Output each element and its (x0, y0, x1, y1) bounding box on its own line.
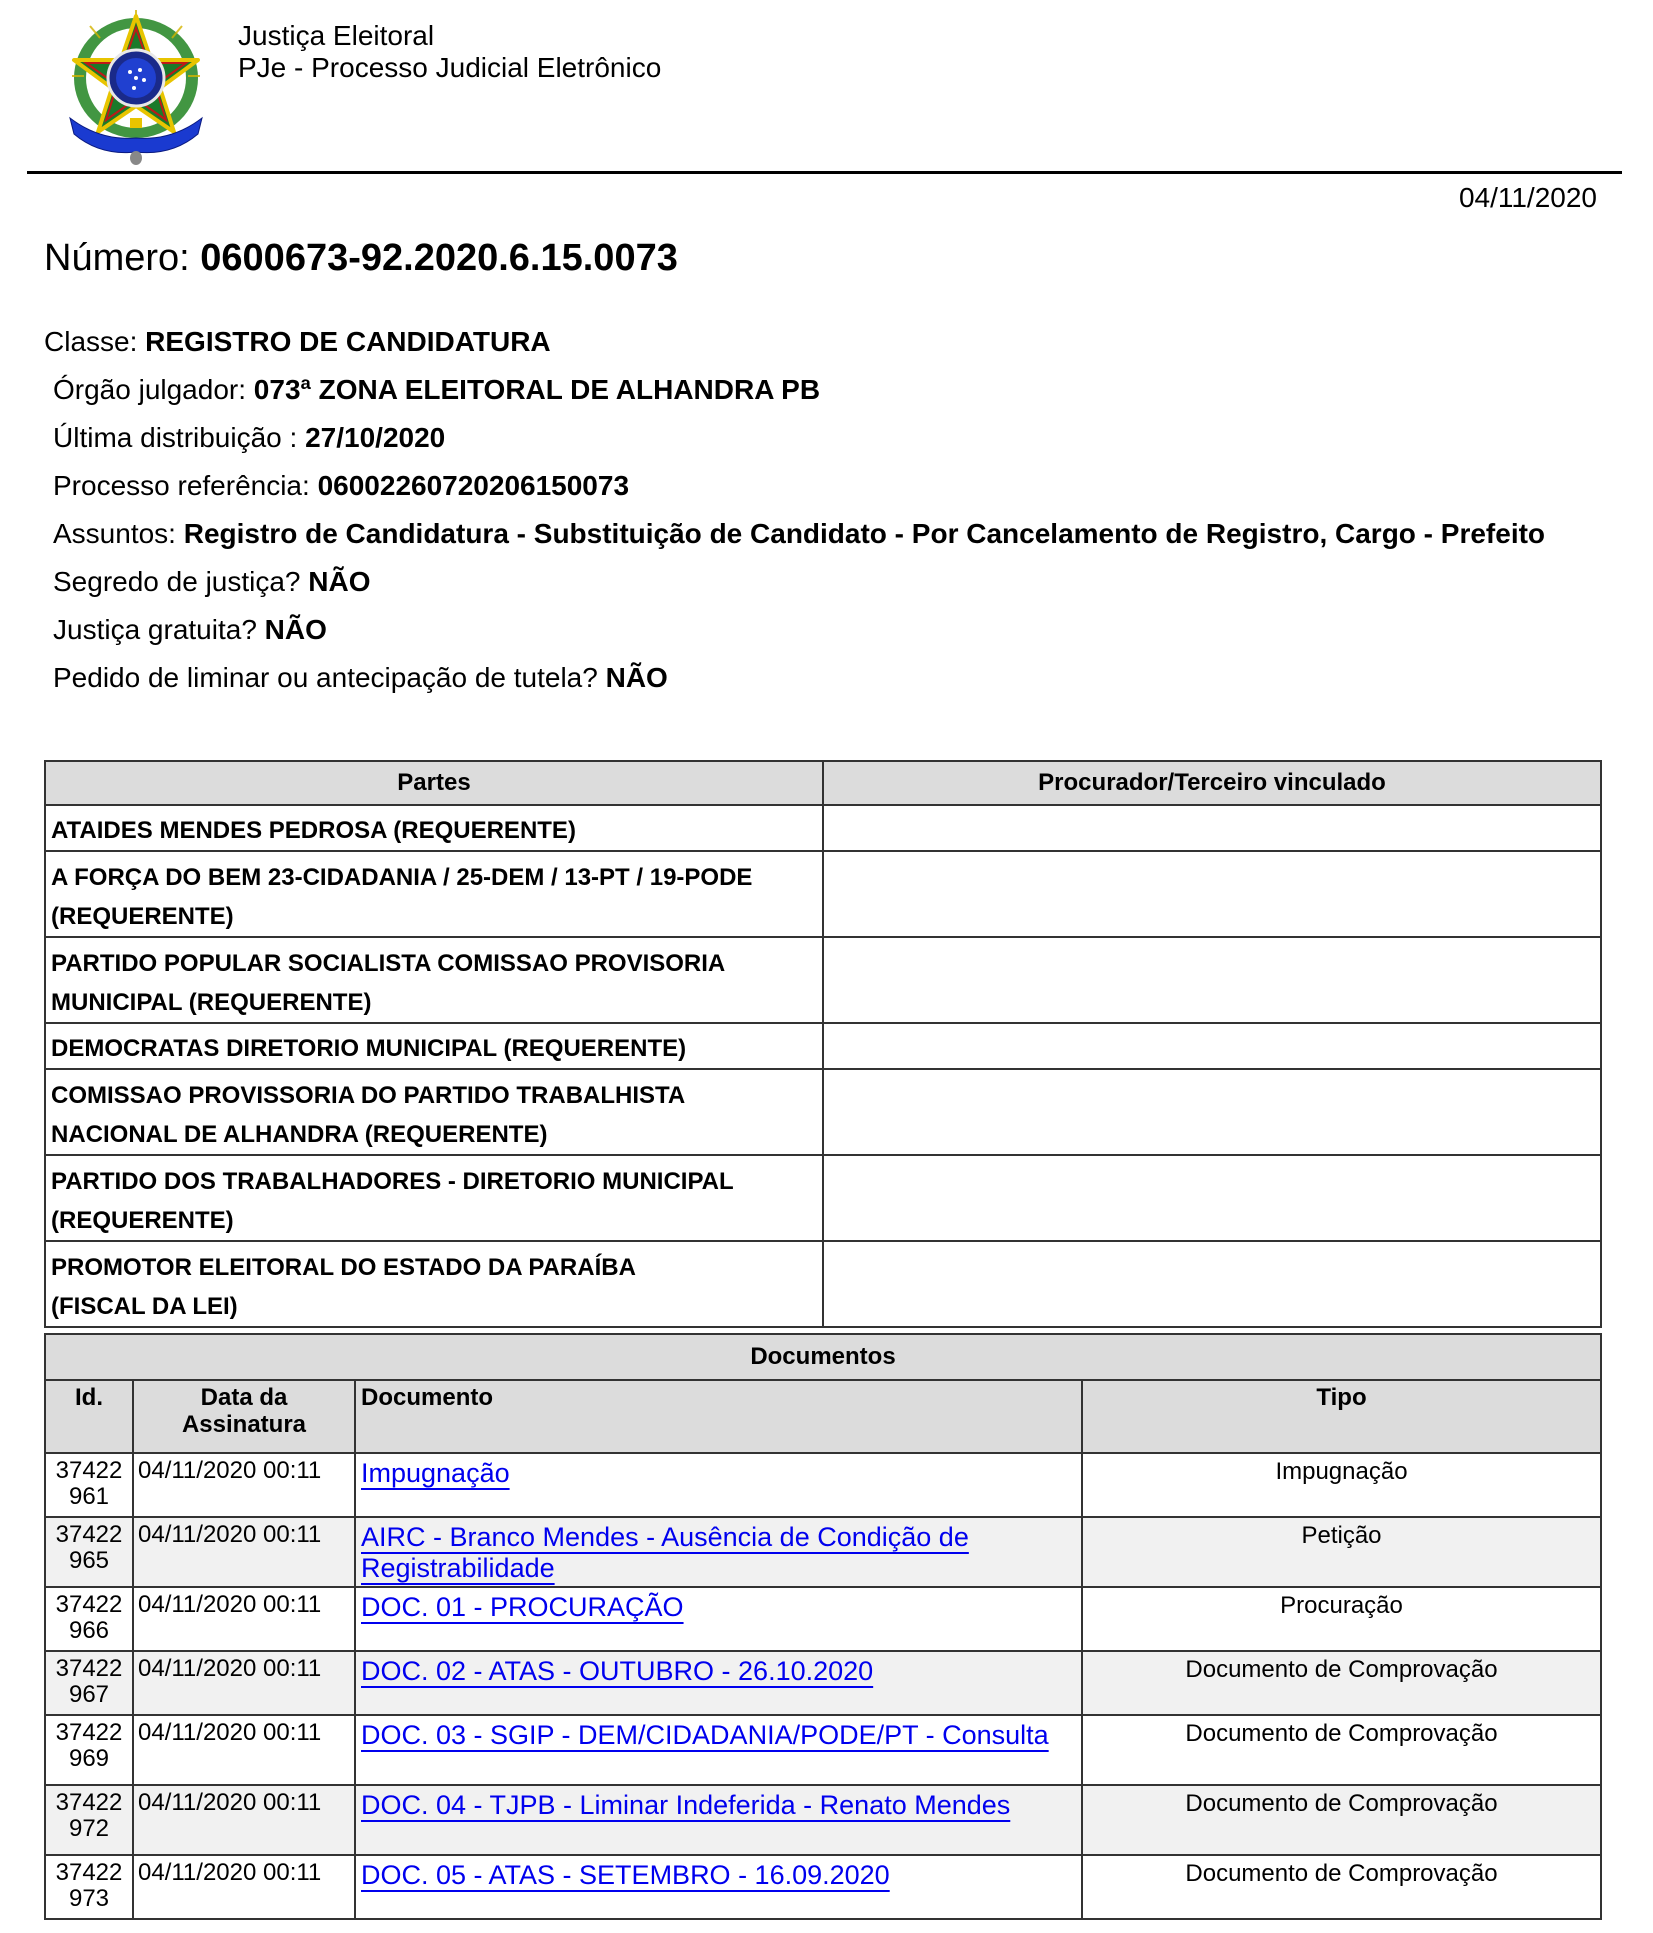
field-assuntos (44, 510, 1584, 558)
document-type: Petição (1082, 1517, 1601, 1587)
column-header-partes: Partes (45, 761, 823, 805)
document-link[interactable]: DOC. 02 - ATAS - OUTUBRO - 26.10.2020 (361, 1656, 874, 1686)
partes-header-row (45, 761, 1601, 805)
document-type: Procuração (1082, 1587, 1601, 1651)
table-row (45, 1517, 1601, 1587)
document-signature-date: 04/11/2020 00:11 (133, 1855, 355, 1919)
field-label: Pedido de liminar ou antecipação de tutela? (53, 662, 606, 693)
document-link[interactable]: DOC. 04 - TJPB - Liminar Indeferida - Renato Mendes (361, 1790, 1011, 1820)
table-row (45, 1855, 1601, 1919)
document-link[interactable]: DOC. 03 - SGIP - DEM/CIDADANIA/PODE/PT - Consulta (361, 1720, 1049, 1750)
document-name-cell (355, 1715, 1082, 1785)
field-label: Classe: (44, 326, 146, 357)
table-row (45, 851, 1601, 937)
table-row (45, 937, 1601, 1023)
document-id-part2: 965 (68, 1547, 110, 1574)
document-id (45, 1651, 133, 1715)
document-date: 04/11/2020 (1458, 182, 1597, 213)
document-id (45, 1517, 133, 1587)
document-id-part1: 37422 (55, 1719, 123, 1746)
document-type: Documento de Comprovação (1082, 1855, 1601, 1919)
procurador-cell (823, 1155, 1601, 1241)
document-link[interactable]: Impugnação (361, 1458, 510, 1488)
field-value: REGISTRO DE CANDIDATURA (145, 326, 551, 357)
procurador-cell (823, 1241, 1601, 1327)
document-link[interactable]: DOC. 05 - ATAS - SETEMBRO - 16.09.2020 (361, 1860, 890, 1890)
document-id-part1: 37422 (55, 1591, 123, 1618)
document-id-part1: 37422 (55, 1859, 123, 1886)
field-pedido-liminar (44, 654, 1604, 702)
column-header-tipo: Tipo (1082, 1380, 1601, 1453)
partes-table (44, 760, 1602, 1328)
document-signature-date: 04/11/2020 00:11 (133, 1453, 355, 1517)
document-id (45, 1453, 133, 1517)
field-orgao-julgador (44, 366, 1604, 414)
document-id-part1: 37422 (55, 1457, 123, 1484)
document-link[interactable]: AIRC - Branco Mendes - Ausência de Condição de Registrabilidade (361, 1522, 969, 1583)
process-number (44, 236, 678, 280)
document-type: Documento de Comprovação (1082, 1785, 1601, 1855)
organization-name: Justiça Eleitoral (238, 20, 435, 51)
parte-name: PARTIDO POPULAR SOCIALISTA COMISSAO PROVISORIA MUNICIPAL (REQUERENTE) (45, 937, 823, 1023)
brazil-coat-of-arms-icon (60, 6, 212, 166)
document-id-part1: 37422 (55, 1521, 123, 1548)
document-name-cell (355, 1855, 1082, 1919)
procurador-cell (823, 851, 1601, 937)
document-signature-date: 04/11/2020 00:11 (133, 1651, 355, 1715)
document-name-cell (355, 1453, 1082, 1517)
header-divider (27, 171, 1622, 174)
field-label: Órgão julgador: (53, 374, 254, 405)
column-header-id: Id. (45, 1380, 133, 1453)
column-header-data-assinatura (133, 1380, 355, 1453)
field-value: 073ª ZONA ELEITORAL DE ALHANDRA PB (253, 374, 821, 405)
table-row (45, 1715, 1601, 1785)
document-id-part2: 966 (68, 1617, 110, 1644)
field-ultima-distribuicao (44, 414, 1604, 462)
field-label: Justiça gratuita? (53, 614, 265, 645)
procurador-cell (823, 1069, 1601, 1155)
parte-name: A FORÇA DO BEM 23-CIDADANIA / 25-DEM / 13-PT / 19-PODE (REQUERENTE) (45, 851, 823, 937)
document-id-part2: 961 (68, 1483, 110, 1510)
field-value: NÃO (605, 662, 668, 693)
document-signature-date: 04/11/2020 00:11 (133, 1785, 355, 1855)
field-label: Segredo de justiça? (53, 566, 309, 597)
document-id (45, 1785, 133, 1855)
documentos-header-row (45, 1380, 1601, 1453)
document-id (45, 1715, 133, 1785)
table-row (45, 1069, 1601, 1155)
table-row (45, 1651, 1601, 1715)
document-signature-date: 04/11/2020 00:11 (133, 1517, 355, 1587)
field-value: Registro de Candidatura - Substituição de Candidato - Por Cancelamento de Registro, Cargo - Prefeito (183, 518, 1546, 549)
table-row (45, 1587, 1601, 1651)
procurador-cell (823, 805, 1601, 851)
document-signature-date: 04/11/2020 00:11 (133, 1587, 355, 1651)
document-id-part2: 973 (68, 1885, 110, 1912)
table-row (45, 1155, 1601, 1241)
table-row (45, 1241, 1601, 1327)
field-label: Assuntos: (53, 518, 184, 549)
parte-name: PARTIDO DOS TRABALHADORES - DIRETORIO MUNICIPAL (REQUERENTE) (45, 1155, 823, 1241)
document-id-part2: 967 (68, 1681, 110, 1708)
field-label: Última distribuição : (53, 422, 306, 453)
document-id-part1: 37422 (55, 1655, 123, 1682)
documentos-title-row (45, 1334, 1601, 1380)
document-type: Documento de Comprovação (1082, 1651, 1601, 1715)
document-type: Impugnação (1082, 1453, 1601, 1517)
process-number-label: Número: (44, 237, 190, 279)
procurador-cell (823, 937, 1601, 1023)
document-id-part1: 37422 (55, 1789, 123, 1816)
document-name-cell (355, 1651, 1082, 1715)
field-classe (44, 318, 1604, 366)
table-row (45, 1785, 1601, 1855)
field-segredo-justica (44, 558, 1604, 606)
document-name-cell (355, 1587, 1082, 1651)
field-value: 27/10/2020 (305, 422, 446, 453)
column-header-documento: Documento (355, 1380, 1082, 1453)
document-id (45, 1855, 133, 1919)
field-value: NÃO (264, 614, 327, 645)
document-id (45, 1587, 133, 1651)
documentos-title: Documentos (45, 1334, 1601, 1380)
column-header-procurador: Procurador/Terceiro vinculado (823, 761, 1601, 805)
document-name-cell (355, 1517, 1082, 1587)
field-justica-gratuita (44, 606, 1604, 654)
system-name: PJe - Processo Judicial Eletrônico (238, 52, 662, 83)
parte-name: PROMOTOR ELEITORAL DO ESTADO DA PARAÍBA (FISCAL DA LEI) (45, 1241, 823, 1327)
document-id-part2: 972 (68, 1815, 110, 1842)
document-name-cell (355, 1785, 1082, 1855)
document-link[interactable]: DOC. 01 - PROCURAÇÃO (361, 1592, 684, 1622)
table-row (45, 1453, 1601, 1517)
field-label: Processo referência: (53, 470, 318, 501)
parte-name: COMISSAO PROVISSORIA DO PARTIDO TRABALHISTA NACIONAL DE ALHANDRA (REQUERENTE) (45, 1069, 823, 1155)
document-signature-date: 04/11/2020 00:11 (133, 1715, 355, 1785)
process-number-value: 0600673-92.2020.6.15.0073 (200, 237, 678, 279)
table-row (45, 805, 1601, 851)
process-info (44, 318, 1604, 702)
column-header-data-assinatura-label: Data da Assinatura (181, 1384, 307, 1438)
parte-name: ATAIDES MENDES PEDROSA (REQUERENTE) (45, 805, 823, 851)
table-row (45, 1023, 1601, 1069)
document-type: Documento de Comprovação (1082, 1715, 1601, 1785)
field-processo-referencia (44, 462, 1604, 510)
documentos-table (44, 1333, 1602, 1920)
procurador-cell (823, 1023, 1601, 1069)
field-value: NÃO (308, 566, 371, 597)
document-id-part2: 969 (68, 1745, 110, 1772)
field-value: 06002260720206150073 (317, 470, 630, 501)
parte-name: DEMOCRATAS DIRETORIO MUNICIPAL (REQUERENTE) (45, 1023, 823, 1069)
